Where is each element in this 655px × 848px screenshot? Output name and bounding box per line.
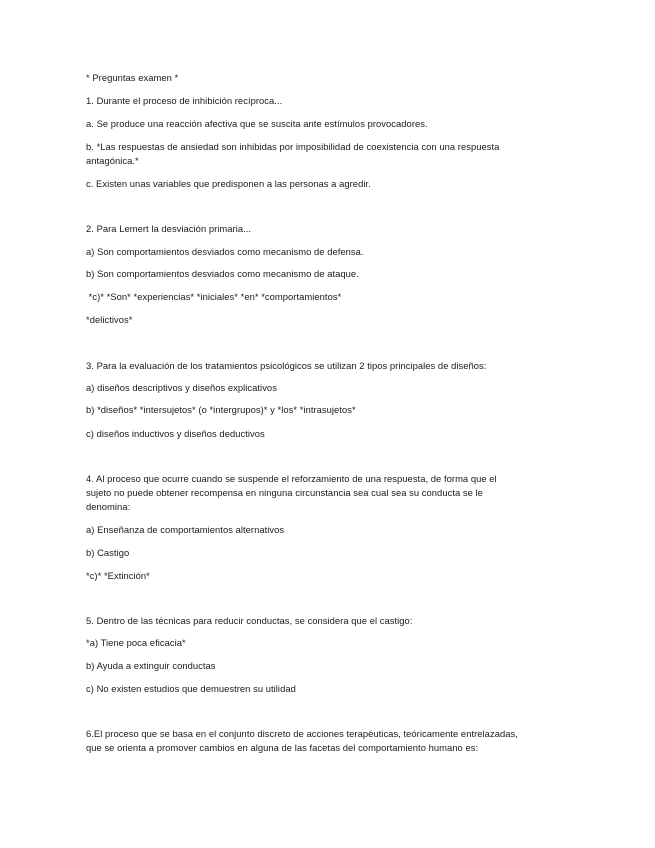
question-3: 3. Para la evaluación de los tratamientos psicológicos se utilizan 2 tipos principales de diseños:: [86, 360, 487, 371]
option-1a: a. Se produce una reacción afectiva que se suscita ante estímulos provocadores.: [86, 118, 428, 129]
question-1: 1. Durante el proceso de inhibición recíproca...: [86, 95, 283, 106]
option-1b: b. *Las respuestas de ansiedad son inhibidas por imposibilidad de coexistencia con una respuesta antagónica.*: [86, 141, 500, 166]
option-4b: b) Castigo: [86, 547, 130, 558]
question-5: 5. Dentro de las técnicas para reducir conductas, se considera que el castigo:: [86, 615, 413, 626]
option-5a: *a) Tiene poca eficacia*: [86, 637, 186, 648]
option-4c: *c)* *Extinción*: [86, 570, 150, 581]
option-5b: b) Ayuda a extinguir conductas: [86, 660, 216, 671]
option-2c: *c)* *Son* *experiencias* *iniciales* *en* *comportamientos*: [86, 291, 342, 302]
option-1c: c. Existen unas variables que predisponen a las personas a agredir.: [86, 178, 371, 189]
document-title: * Preguntas examen *: [86, 72, 179, 83]
option-4a: a) Enseñanza de comportamientos alternativos: [86, 524, 285, 535]
option-2c-cont: *delictivos*: [86, 314, 133, 325]
option-5c: c) No existen estudios que demuestren su utilidad: [86, 683, 296, 694]
option-2b: b) Son comportamientos desviados como mecanismo de ataque.: [86, 268, 359, 279]
option-3c: c) diseños inductivos y diseños deductivos: [86, 428, 265, 439]
option-3a: a) diseños descriptivos y diseños explicativos: [86, 382, 277, 393]
question-6: 6.El proceso que se basa en el conjunto discreto de acciones terapéuticas, teóricamente entrelazadas, que se orienta a promover cambios en alguna de las facetas del comportamiento humano es:: [86, 728, 518, 753]
question-4: 4. Al proceso que ocurre cuando se suspende el reforzamiento de una respuesta, de forma que el sujeto no puede obtener recompensa en ninguna circunstancia sea cual sea su conducta se le denomina:: [86, 473, 497, 512]
question-2: 2. Para Lemert la desviación primaria...: [86, 223, 252, 234]
option-2a: a) Son comportamientos desviados como mecanismo de defensa.: [86, 246, 364, 257]
option-3b: b) *diseños* *intersujetos* (o *intergrupos)* y *los* *intrasujetos*: [86, 404, 356, 415]
